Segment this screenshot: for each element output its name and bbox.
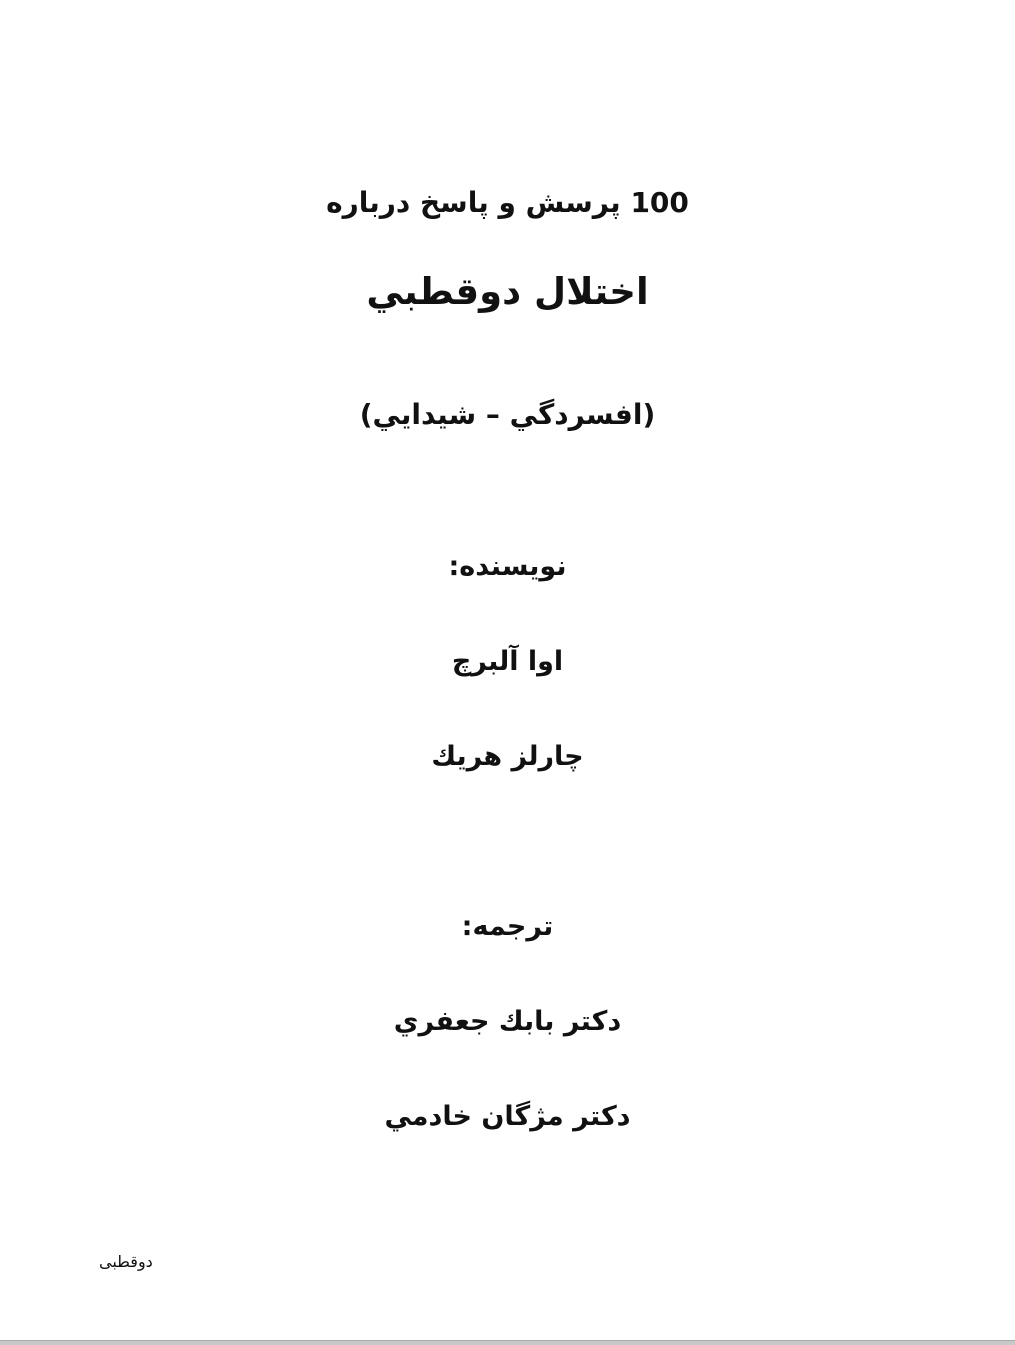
translator-label: ترجمه:: [461, 911, 554, 942]
page-footer: دوقطبی: [99, 1252, 153, 1271]
translator-name: دكتر مژگان خادمي: [384, 1101, 631, 1132]
page-edge-divider: [0, 1340, 1015, 1345]
translator-name: دكتر بابك جعفري: [393, 1006, 622, 1037]
book-parenthetical: (افسردگي – شيدايي): [359, 398, 656, 431]
author-name: اوا آلبرچ: [451, 646, 564, 677]
author-name: چارلز هريك: [431, 741, 584, 772]
author-label: نويسنده:: [448, 551, 567, 582]
book-subtitle: 100 پرسش و پاسخ درباره: [326, 186, 689, 219]
book-title: اختلال دوقطبي: [366, 270, 649, 313]
